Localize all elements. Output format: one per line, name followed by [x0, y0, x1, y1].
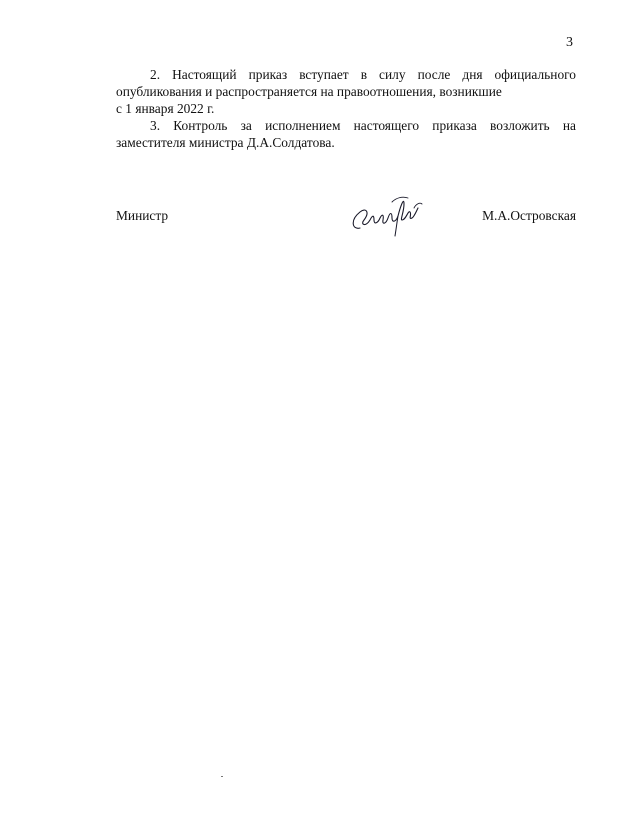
document-body	[116, 66, 576, 151]
signature-block	[116, 190, 576, 240]
paragraph-2-tail: с 1 января 2022 г.	[116, 101, 215, 116]
signatory-title: Министр	[116, 208, 169, 223]
paragraph-3: 3. Контроль за исполнением настоящего приказа возложить на заместителя министра Д.А.Солдатова.	[116, 118, 576, 150]
signatory-name: М.А.Островская	[482, 208, 576, 223]
signature-icon	[348, 190, 424, 240]
paragraph-2-main: 2. Настоящий приказ вступает в силу после дня официального опубликования и распространяется на правоотношения, возникшие	[116, 67, 576, 99]
scan-speck	[221, 776, 223, 777]
page-number: 3	[566, 35, 573, 50]
